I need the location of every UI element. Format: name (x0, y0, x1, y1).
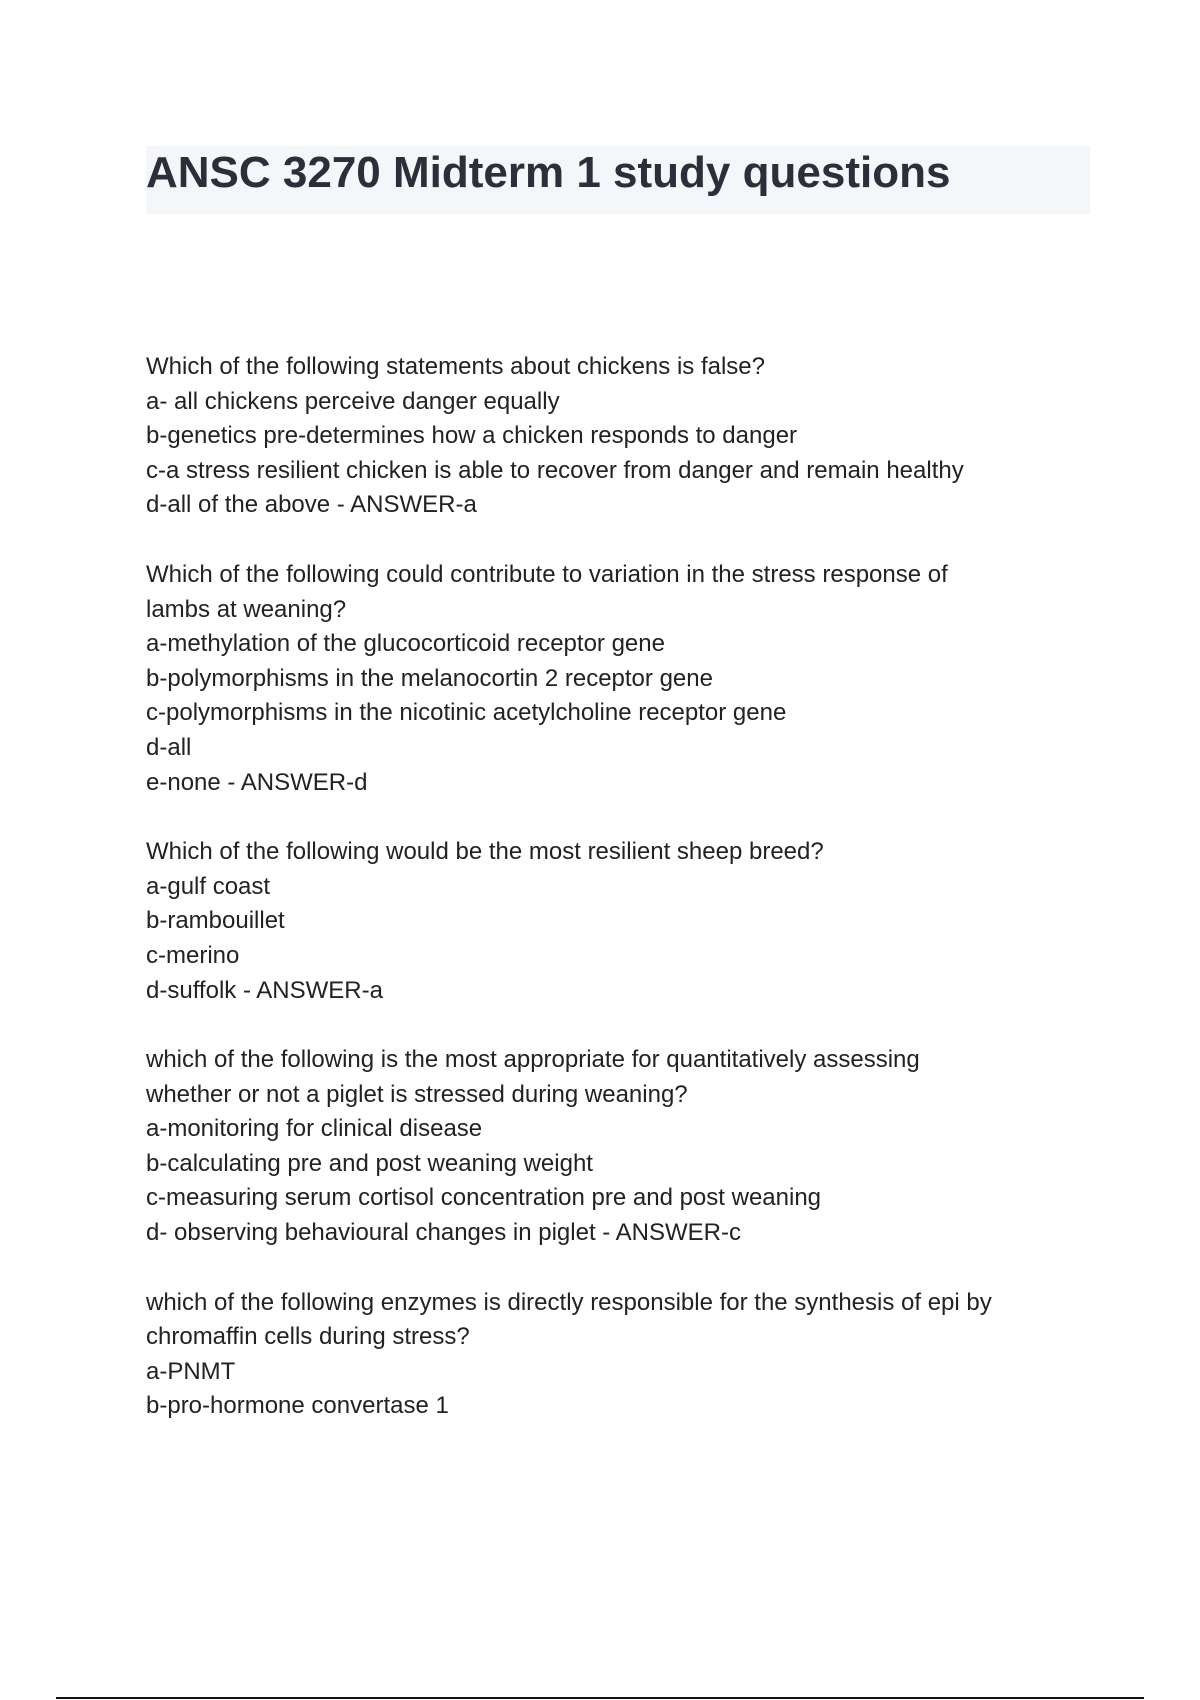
question-text: Which of the following would be the most resilient sheep breed? (146, 838, 824, 866)
question-list (146, 350, 1090, 1459)
question-block (146, 558, 1090, 800)
answer-option-with-key: d- observing behavioural changes in piglet - ANSWER-c (146, 1219, 741, 1247)
question-text: lambs at weaning? (146, 595, 347, 623)
answer-option-with-key: d-suffolk - ANSWER-a (146, 976, 383, 1004)
answer-option-with-key: d-all of the above - ANSWER-a (146, 491, 477, 519)
question-text: Which of the following statements about chickens is false? (146, 353, 765, 380)
answer-option: a- all chickens perceive danger equally (146, 387, 560, 415)
question-block (146, 350, 1090, 523)
answer-option: a-gulf coast (146, 872, 271, 900)
question-text: which of the following is the most appropriate for quantitatively assessing (146, 1046, 920, 1074)
answer-option-with-key: e-none - ANSWER-d (146, 768, 368, 796)
answer-option: d-all (146, 733, 192, 761)
answer-option: a-PNMT (146, 1357, 236, 1385)
question-block (146, 1286, 1090, 1424)
question-block (146, 1043, 1090, 1251)
answer-option: b-calculating pre and post weaning weight (146, 1149, 593, 1177)
question-block (146, 835, 1090, 1008)
answer-option: a-monitoring for clinical disease (146, 1115, 483, 1143)
answer-option: a-methylation of the glucocorticoid receptor gene (146, 630, 665, 658)
answer-option: c-merino (146, 941, 240, 969)
question-text: Which of the following could contribute to variation in the stress response of (146, 560, 948, 588)
answer-option: b-pro-hormone convertase 1 (146, 1392, 449, 1420)
question-text: which of the following enzymes is directly responsible for the synthesis of epi by (146, 1288, 992, 1316)
answer-option: c-a stress resilient chicken is able to recover from danger and remain healthy (146, 456, 964, 484)
page-title: ANSC 3270 Midterm 1 study questions (146, 148, 951, 197)
question-text: whether or not a piglet is stressed during weaning? (146, 1080, 688, 1108)
answer-option: c-polymorphisms in the nicotinic acetylcholine receptor gene (146, 699, 787, 727)
answer-option: b-rambouillet (146, 907, 285, 935)
answer-option: c-measuring serum cortisol concentration pre and post weaning (146, 1184, 822, 1212)
question-text: chromaffin cells during stress? (146, 1323, 470, 1351)
answer-option: b-genetics pre-determines how a chicken responds to danger (146, 422, 798, 450)
answer-option: b-polymorphisms in the melanocortin 2 receptor gene (146, 664, 713, 692)
page-bottom-rule (56, 1697, 1144, 1699)
